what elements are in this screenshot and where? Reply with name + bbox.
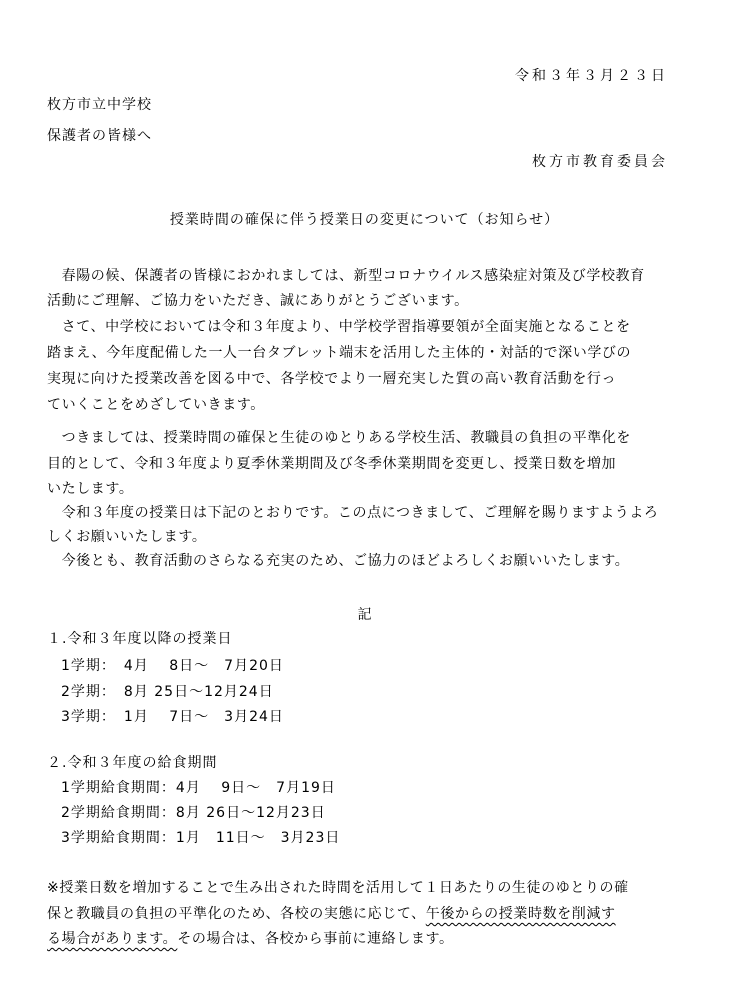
schedule-item: 2学期： 8月 25日～12月24日 (61, 684, 274, 700)
body-line: いたします。 (47, 481, 134, 497)
body-line: さて、中学校においては令和３年度より、中学校学習指導要領が全面実施となることを (47, 319, 631, 335)
lunch-item: 3学期給食期間：1月 11日～ 3月23日 (61, 830, 341, 846)
body-line: 実現に向けた授業改善を図る中で、各学校でより一層充実した質の高い教育活動を行っ (47, 371, 617, 387)
note-underlined-text: 午後からの授業時数を削減す (425, 906, 616, 922)
body-line: 春陽の候、保護者の皆様におかれましては、新型コロナウイルス感染症対策及び学校教育 (47, 268, 645, 284)
body-line: 令和３年度の授業日は下記のとおりです。この点につきまして、ご理解を賜りますようよろ (47, 505, 659, 521)
lunch-item: 1学期給食期間：4月 9日～ 7月19日 (61, 780, 336, 796)
document-date: 令和３年３月２３日 (515, 68, 668, 84)
body-line: 踏まえ、今年度配備した一人一台タブレット端末を活用した主体的・対話的で深い学びの (47, 345, 632, 361)
addressee-school: 枚方市立中学校 (47, 97, 152, 113)
document-title: 授業時間の確保に伴う授業日の変更について（お知らせ） (169, 212, 560, 228)
note-line (47, 929, 454, 949)
body-line: しくお願いいたします。 (47, 529, 207, 545)
schedule-item: 1学期： 4月 8日～ 7月20日 (61, 658, 284, 674)
body-line: 今後とも、教育活動のさらなる充実のため、ご協力のほどよろしくお願いいたします。 (47, 553, 630, 569)
note-line (47, 904, 616, 924)
body-line: 活動にご理解、ご協力をいただき、誠にありがとうございます。 (47, 293, 469, 309)
section1-heading: １.令和３年度以降の授業日 (47, 631, 233, 647)
addressee-parents: 保護者の皆様へ (47, 128, 152, 144)
body-line: つきましては、授業時間の確保と生徒のゆとりある学校生活、教職員の負担の平準化を (47, 430, 631, 446)
note-text: 保と教職員の負担の平準化のため、各校の実態に応じて、 (47, 906, 426, 922)
section2-heading: ２.令和３年度の給食期間 (47, 755, 218, 771)
sender: 枚方市教育委員会 (532, 154, 668, 170)
body-line: ていくことをめざしていきます。 (47, 397, 265, 413)
note-line: ※授業日数を増加することで生み出された時間を活用して１日あたりの生徒のゆとりの確 (47, 880, 629, 896)
ki-heading: 記 (357, 607, 372, 623)
body-line: 目的として、令和３年度より夏季休業期間及び冬季休業期間を変更し、授業日数を増加 (47, 456, 617, 472)
schedule-item: 3学期： 1月 7日～ 3月24日 (61, 709, 284, 725)
note-underlined-text: る場合があります。 (47, 931, 178, 947)
lunch-item: 2学期給食期間：8月 26日～12月23日 (61, 805, 326, 821)
note-text: その場合は、各校から事前に連絡します。 (177, 931, 454, 947)
